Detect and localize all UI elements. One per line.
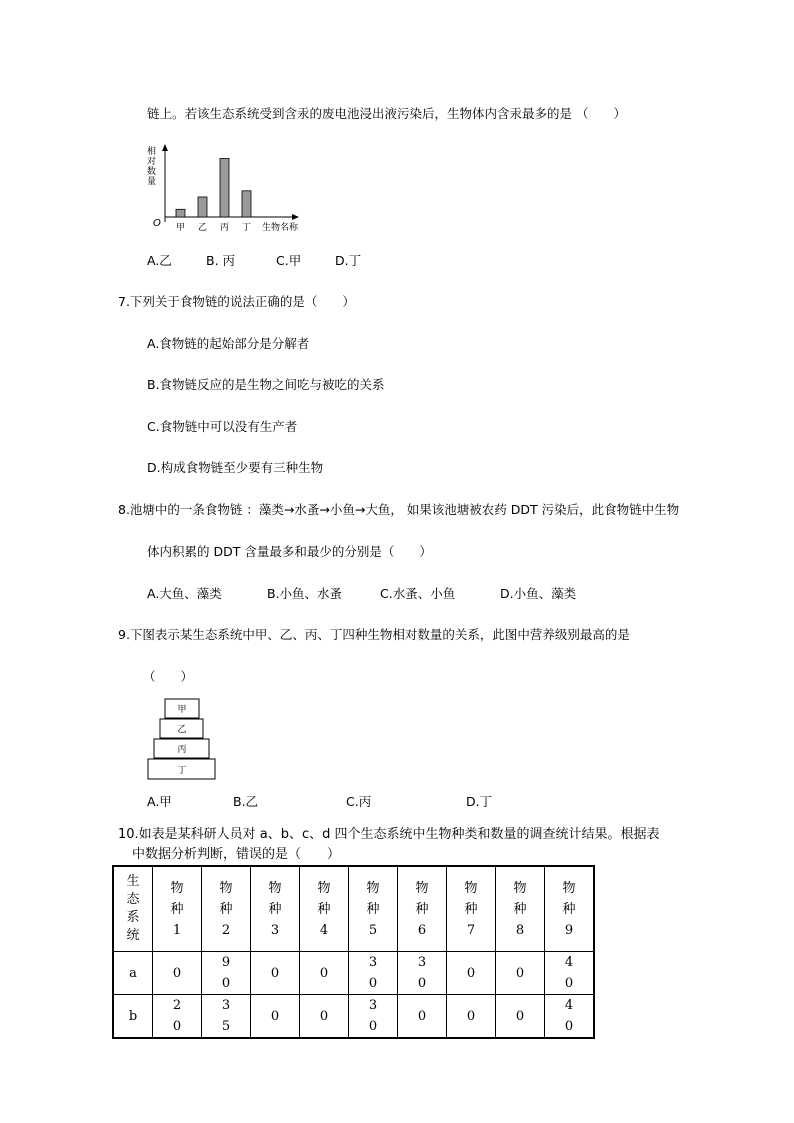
table-header-cell: 物种3 bbox=[251, 866, 300, 952]
q9-paren: （ ） bbox=[143, 669, 194, 684]
table-cell: 0 bbox=[300, 995, 349, 1039]
x-axis-arrow bbox=[292, 214, 299, 220]
q6-option-b[interactable]: B. 丙 bbox=[206, 253, 236, 268]
table-cell: 0 bbox=[251, 995, 300, 1039]
table-header-cell: 物种2 bbox=[202, 866, 251, 952]
q7-option-d[interactable]: D.构成食物链至少要有三种生物 bbox=[147, 460, 324, 475]
table-cell: 40 bbox=[545, 952, 595, 995]
q8-option-d[interactable]: D.小鱼、藻类 bbox=[500, 586, 577, 601]
table-header-row bbox=[113, 866, 594, 952]
q9-option-d[interactable]: D.丁 bbox=[466, 794, 493, 809]
pyramid-label-3: 丙 bbox=[177, 745, 187, 755]
pyramid-label-1: 甲 bbox=[177, 705, 187, 715]
table-row-label: b bbox=[113, 995, 153, 1039]
q8-option-c[interactable]: C.水蚤、小鱼 bbox=[380, 586, 456, 601]
bar-3 bbox=[220, 158, 229, 217]
table-cell: 0 bbox=[447, 952, 496, 995]
table-cell: 90 bbox=[202, 952, 251, 995]
q6-bar-chart bbox=[140, 140, 450, 240]
table-cell: 0 bbox=[496, 995, 545, 1039]
q9-option-b[interactable]: B.乙 bbox=[233, 794, 259, 809]
table-cell: 30 bbox=[398, 952, 447, 995]
y-axis-arrow bbox=[162, 144, 168, 151]
table-row bbox=[113, 995, 594, 1039]
category-label-4: 丁 bbox=[241, 223, 252, 233]
pyramid-label-4: 丁 bbox=[177, 766, 187, 776]
y-label-4: 量 bbox=[147, 177, 157, 187]
q6-option-d[interactable]: D.丁 bbox=[335, 253, 362, 268]
category-label-3: 丙 bbox=[219, 223, 230, 233]
table-cell: 30 bbox=[349, 995, 398, 1039]
table-cell: 0 bbox=[251, 952, 300, 995]
category-label-1: 甲 bbox=[175, 223, 186, 233]
table-cell: 20 bbox=[153, 995, 202, 1039]
table-row bbox=[113, 952, 594, 995]
q8-option-a[interactable]: A.大鱼、藻类 bbox=[147, 586, 222, 601]
table-cell: 35 bbox=[202, 995, 251, 1039]
x-axis-label: 生物名称 bbox=[262, 223, 299, 233]
bar-1 bbox=[176, 209, 185, 217]
bar-4 bbox=[242, 191, 251, 217]
table-cell: 0 bbox=[447, 995, 496, 1039]
q7-option-c[interactable]: C.食物链中可以没有生产者 bbox=[147, 419, 298, 434]
table-cell: 0 bbox=[153, 952, 202, 995]
table-header-cell: 物种5 bbox=[349, 866, 398, 952]
table-header-cell: 物种4 bbox=[300, 866, 349, 952]
q8-stem-line2: 体内积累的 DDT 含量最多和最少的分别是（ ） bbox=[147, 544, 432, 559]
table-header-cell: 物种8 bbox=[496, 866, 545, 952]
q7-stem: 7.下列关于食物链的说法正确的是（ ） bbox=[118, 294, 355, 309]
y-label-1: 相 bbox=[147, 147, 157, 157]
table-cell: 0 bbox=[398, 995, 447, 1039]
table-cell: 40 bbox=[545, 995, 595, 1039]
table-header-cell: 物种6 bbox=[398, 866, 447, 952]
q9-option-c[interactable]: C.丙 bbox=[346, 794, 372, 809]
table-header-cell: 物种7 bbox=[447, 866, 496, 952]
q6-option-c[interactable]: C.甲 bbox=[276, 253, 302, 268]
pyramid-label-2: 乙 bbox=[177, 725, 187, 735]
y-label-2: 对 bbox=[147, 157, 157, 167]
q10-stem-line2: 中数据分析判断，错误的是（ ） bbox=[132, 847, 341, 862]
category-label-2: 乙 bbox=[197, 223, 208, 233]
q6-option-a[interactable]: A.乙 bbox=[147, 253, 172, 268]
bar-2 bbox=[198, 197, 207, 217]
table-corner-cell: 生态系统 bbox=[113, 866, 153, 952]
q7-option-b[interactable]: B.食物链反应的是生物之间吃与被吃的关系 bbox=[147, 377, 385, 392]
table-row-label: a bbox=[113, 952, 153, 995]
y-label-3: 数 bbox=[147, 167, 157, 177]
q10-data-table bbox=[112, 865, 595, 1039]
table-header-cell: 物种9 bbox=[545, 866, 595, 952]
q9-option-a[interactable]: A.甲 bbox=[147, 794, 172, 809]
table-cell: 0 bbox=[300, 952, 349, 995]
table-header-cell: 物种1 bbox=[153, 866, 202, 952]
q7-option-a[interactable]: A.食物链的起始部分是分解者 bbox=[147, 336, 310, 351]
q9-pyramid-diagram bbox=[146, 697, 220, 781]
q8-stem-line1: 8.池塘中的一条食物链 ：藻类→水蚤→小鱼→大鱼， 如果该池塘被农药 DDT 污染后，此食物链中生物 bbox=[118, 502, 680, 517]
q10-stem-line1: 10.如表是某科研人员对 a、b、c、d 四个生态系统中生物种类和数量的调查统计结果。根据表 bbox=[118, 827, 660, 842]
table-cell: 30 bbox=[349, 952, 398, 995]
q9-stem: 9.下图表示某生态系统中甲、乙、丙、丁四种生物相对数量的关系，此图中营养级别最高的是 bbox=[118, 627, 630, 642]
table-cell: 0 bbox=[496, 952, 545, 995]
origin-label: O bbox=[153, 218, 161, 229]
q8-option-b[interactable]: B.小鱼、水蚤 bbox=[267, 586, 343, 601]
q6-stem: 链上。若该生态系统受到含汞的废电池浸出液污染后，生物体内含汞最多的是 （ ） bbox=[147, 106, 626, 121]
